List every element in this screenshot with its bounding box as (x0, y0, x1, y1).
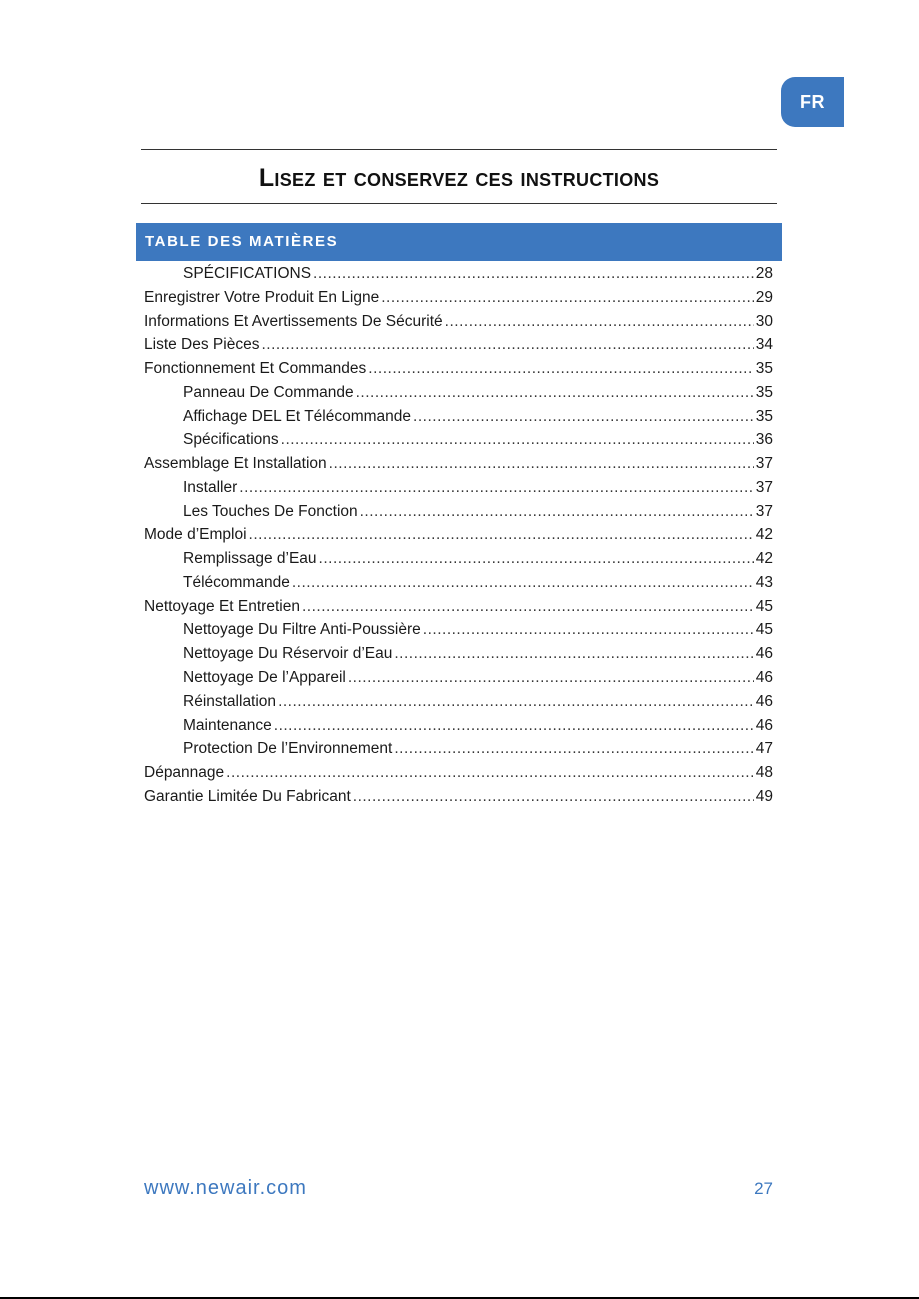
toc-entry[interactable] (144, 595, 773, 619)
toc-entry-page: 48 (755, 764, 773, 782)
toc-entry-label: Garantie Limitée Du Fabricant (144, 787, 351, 805)
toc-entry-label: Remplissage d’Eau (183, 550, 317, 568)
toc-entry-page: 34 (755, 336, 773, 354)
toc-dot-leader (239, 476, 753, 500)
toc-entry-label: Panneau De Commande (183, 383, 354, 401)
toc-entry-label: Mode d’Emploi (144, 526, 247, 544)
toc-entry-page: 29 (755, 288, 773, 306)
toc-dot-leader (356, 381, 754, 405)
toc-dot-leader (381, 286, 754, 310)
toc-heading: TABLE DES MATIÈRES (136, 223, 782, 261)
toc-entry[interactable] (144, 785, 773, 809)
toc-entry[interactable] (144, 618, 773, 642)
toc-entry[interactable] (144, 262, 773, 286)
toc-entry-page: 28 (755, 265, 773, 282)
toc-entry[interactable] (144, 737, 773, 761)
toc-dot-leader (348, 666, 754, 690)
toc-entry[interactable] (144, 666, 773, 690)
toc-entry[interactable] (144, 476, 773, 500)
footer-website-link[interactable]: www.newair.com (144, 1177, 307, 1199)
toc-entry[interactable] (144, 547, 773, 571)
toc-entry-page: 45 (755, 621, 773, 639)
toc-dot-leader (360, 500, 754, 524)
language-tab: FR (781, 77, 844, 127)
title-top-rule (141, 149, 777, 150)
toc-entry-label: Assemblage Et Installation (144, 455, 327, 473)
toc-entry[interactable] (144, 357, 773, 381)
toc-dot-leader (394, 642, 753, 666)
toc-entry[interactable] (144, 714, 773, 738)
toc-entry-page: 36 (755, 431, 773, 449)
toc-entry[interactable] (144, 333, 773, 357)
toc-entry[interactable] (144, 523, 773, 547)
toc-entry-label: Spécifications (183, 431, 279, 449)
toc-entry-label: Affichage DEL Et Télécommande (183, 407, 412, 425)
toc-entry-label: Protection De l’Environnement (183, 740, 393, 758)
toc-entry-page: 37 (755, 502, 773, 520)
toc-entry-label: Les Touches De Fonction (183, 502, 358, 520)
toc-dot-leader (423, 618, 754, 642)
page-title: Lisez et conservez ces instructions (258, 164, 660, 192)
toc-entry[interactable] (144, 642, 773, 666)
toc-entry-label: Nettoyage Et Entretien (144, 597, 300, 615)
footer-page-number: 27 (754, 1179, 773, 1198)
toc-entry-label: Télécommande (183, 573, 290, 591)
toc-dot-leader (413, 405, 754, 429)
toc-entry-page: 46 (755, 645, 773, 663)
toc-dot-leader (329, 452, 754, 476)
toc-entry-page: 35 (755, 360, 773, 378)
toc-dot-leader (274, 714, 754, 738)
toc-entry-page: 37 (755, 455, 773, 473)
toc-entry-label: Fonctionnement Et Commandes (144, 360, 367, 378)
toc-dot-leader (353, 785, 754, 809)
toc-entry-label: Maintenance (183, 716, 272, 734)
toc-entry-page: 46 (755, 716, 773, 734)
toc-entry-label: Dépannage (144, 764, 225, 782)
toc-dot-leader (368, 357, 753, 381)
toc-entry-label: Liste Des Pièces (144, 336, 260, 354)
toc-dot-leader (249, 523, 754, 547)
toc-dot-leader (445, 310, 754, 334)
toc-entry[interactable] (144, 500, 773, 524)
toc-entry[interactable] (144, 452, 773, 476)
toc-entry[interactable] (144, 381, 773, 405)
toc-dot-leader (313, 262, 754, 286)
toc-dot-leader (302, 595, 754, 619)
toc-entry-page: 42 (755, 526, 773, 544)
toc-entry-page: 35 (755, 383, 773, 401)
toc-entry[interactable] (144, 690, 773, 714)
table-of-contents (144, 262, 773, 809)
toc-entry[interactable] (144, 761, 773, 785)
toc-entry-page: 45 (755, 597, 773, 615)
toc-dot-leader (281, 428, 754, 452)
toc-entry-label: Informations Et Avertissements De Sécurité (144, 312, 443, 330)
toc-entry-page: 43 (755, 573, 773, 591)
toc-entry[interactable] (144, 405, 773, 429)
toc-entry-page: 35 (755, 407, 773, 425)
title-bottom-rule (141, 203, 777, 204)
toc-dot-leader (292, 571, 754, 595)
toc-dot-leader (319, 547, 754, 571)
toc-entry[interactable] (144, 428, 773, 452)
toc-dot-leader (261, 333, 753, 357)
toc-entry-page: 49 (755, 787, 773, 805)
toc-entry[interactable] (144, 571, 773, 595)
toc-entry-page: 46 (755, 669, 773, 687)
toc-entry-label: Enregistrer Votre Produit En Ligne (144, 288, 380, 306)
toc-dot-leader (278, 690, 754, 714)
toc-entry-label: SPÉCIFICATIONS (183, 265, 312, 282)
toc-entry-page: 47 (755, 740, 773, 758)
toc-entry-label: Réinstallation (183, 692, 277, 710)
toc-entry-label: Installer (183, 478, 238, 496)
toc-entry-label: Nettoyage Du Réservoir d’Eau (183, 645, 393, 663)
toc-entry-page: 46 (755, 692, 773, 710)
toc-entry-page: 42 (755, 550, 773, 568)
toc-entry-page: 37 (755, 478, 773, 496)
toc-dot-leader (226, 761, 754, 785)
toc-entry-label: Nettoyage Du Filtre Anti-Poussière (183, 621, 421, 639)
toc-dot-leader (394, 737, 753, 761)
toc-entry-label: Nettoyage De l’Appareil (183, 669, 346, 687)
toc-entry[interactable] (144, 286, 773, 310)
toc-entry-page: 30 (755, 312, 773, 330)
toc-entry[interactable] (144, 310, 773, 334)
